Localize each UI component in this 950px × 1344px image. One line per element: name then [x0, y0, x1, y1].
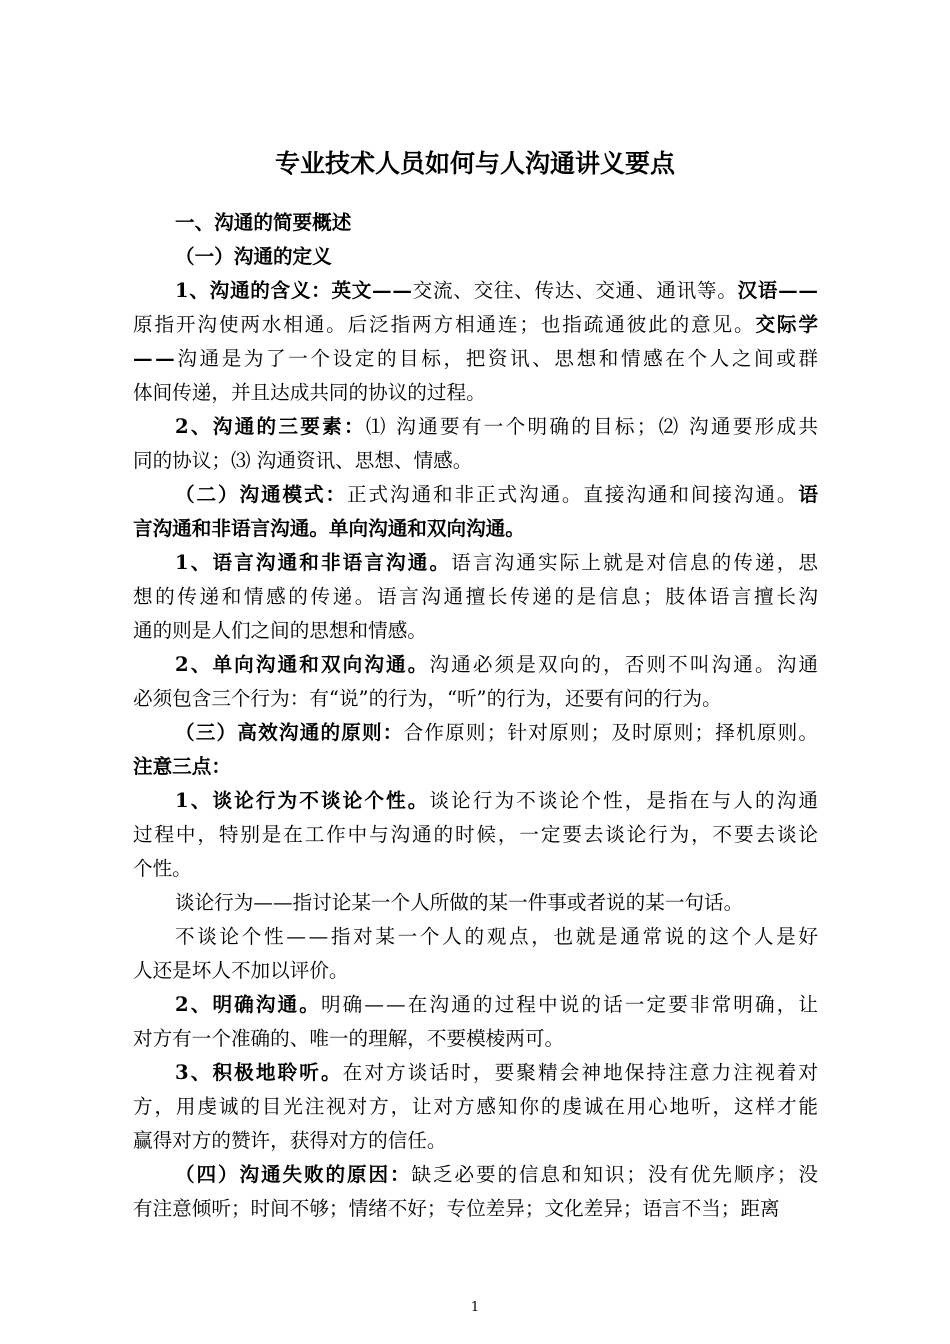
text-line: [0, 750, 950, 784]
body-text: 沟通是为了一个设定的目标，把资讯、思想和情感在个人之间或群: [177, 347, 821, 370]
text-line: [0, 444, 950, 478]
bold-text: 2、明确沟通。: [175, 993, 321, 1016]
text-line: [0, 1090, 950, 1124]
body-text: 通的则是人们之间的思想和情感。: [133, 619, 427, 642]
body-text: 合作原则；针对原则；及时原则；择机原则。: [403, 721, 820, 744]
text-line: [0, 648, 950, 682]
text-line: [0, 580, 950, 614]
bold-text: （一）沟通的定义: [175, 245, 332, 268]
text-line: [0, 240, 950, 274]
text-line: [0, 274, 950, 308]
text-line: [0, 308, 950, 342]
bold-text: 1、谈论行为不谈论个性。: [175, 789, 430, 812]
text-line: [0, 1192, 950, 1226]
body-text: 沟通必须是双向的，否则不叫沟通。沟通: [429, 653, 821, 676]
body-text: 同的协议；⑶ 沟通资讯、思想、情感。: [133, 449, 473, 472]
document-title: 专业技术人员如何与人沟通讲义要点: [274, 149, 675, 178]
body-text: 体间传递，并且达成共同的协议的过程。: [133, 381, 486, 404]
body-text: 明确——在沟通的过程中说的话一定要非常明确，让: [320, 993, 821, 1016]
page-number: 1: [470, 1300, 480, 1315]
text-line: [0, 478, 950, 512]
text-line: [0, 818, 950, 852]
text-line: [0, 1022, 950, 1056]
text-line: [0, 886, 950, 920]
bold-text: 1、语言沟通和非语言沟通。: [175, 551, 452, 574]
text-line: [0, 546, 950, 580]
bold-text: ——: [133, 347, 178, 370]
body-text: 语言沟通实际上就是对信息的传递，思: [451, 551, 821, 574]
body-text: 对方有一个准确的、唯一的理解，不要模棱两可。: [133, 1027, 565, 1050]
bold-text: 交际学: [755, 313, 820, 336]
body-text: ⑴ 沟通要有一个明确的目标；⑵ 沟通要形成共: [365, 415, 821, 438]
body-text: 有注意倾听；时间不够；情绪不好；专位差异；文化差异；语言不当；距离: [133, 1197, 780, 1220]
body-text: 方，用虔诚的目光注视对方，让对方感知你的虔诚在用心地听，这样才能: [133, 1095, 820, 1118]
text-line: [0, 1124, 950, 1158]
bold-text: 注意三点：: [133, 755, 231, 778]
text-line: [0, 206, 950, 240]
body-text: 赢得对方的赞许，获得对方的信任。: [133, 1129, 447, 1152]
bold-text: 言沟通和非语言沟通。单向沟通和双向沟通。: [133, 517, 525, 540]
bold-text: （四）沟通失败的原因：: [175, 1163, 412, 1186]
body-text: 原指开沟使两水相通。后泛指两方相通连；也指疏通彼此的意见。: [133, 313, 756, 336]
body-text: 人还是坏人不加以评价。: [133, 959, 349, 982]
body-text: 想的传递和情感的传递。语言沟通擅长传递的是信息；肢体语言擅长沟: [133, 585, 821, 608]
body-text: 在对方谈话时，要聚精会神地保持注意力注视着对: [342, 1061, 821, 1084]
text-line: [0, 988, 950, 1022]
text-line: [0, 716, 950, 750]
body-text: 不谈论个性——指对某一个人的观点，也就是通常说的这个人是好: [175, 925, 821, 948]
text-line: [0, 342, 950, 376]
bold-text: （三）高效沟通的原则：: [175, 721, 404, 744]
bold-text: 2、单向沟通和双向沟通。: [175, 653, 430, 676]
body-text: 必须包含三个行为：有“说”的行为，“听”的行为，还要有问的行为。: [133, 687, 722, 710]
text-line: [0, 784, 950, 818]
text-line: [0, 410, 950, 444]
text-line: [0, 614, 950, 648]
bold-text: 一、沟通的简要概述: [175, 211, 352, 234]
body-text: 谈论行为不谈论个性，是指在与人的沟通: [429, 789, 821, 812]
text-line: [0, 920, 950, 954]
bold-text: 语: [798, 483, 820, 506]
text-line: [0, 954, 950, 988]
bold-text: 汉语——: [737, 279, 819, 302]
text-line: [0, 376, 950, 410]
text-line: [0, 1056, 950, 1090]
text-line: [0, 852, 950, 886]
bold-text: 3、积极地聆听。: [175, 1061, 343, 1084]
body-text: 交流、交往、传达、交通、通讯等。: [412, 279, 738, 302]
text-line: [0, 512, 950, 546]
text-line: [0, 682, 950, 716]
bold-text: 1、沟通的含义：英文——: [175, 279, 413, 302]
body-text: 缺乏必要的信息和知识；没有优先顺序；没: [411, 1163, 820, 1186]
body-text: 谈论行为——指讨论某一个人所做的某一件事或者说的某一句话。: [175, 891, 744, 914]
bold-text: 2、沟通的三要素：: [175, 415, 366, 438]
body-text: 过程中，特别是在工作中与沟通的时候，一定要去谈论行为，不要去谈论: [133, 823, 820, 846]
text-line: [0, 1158, 950, 1192]
body-text: 个性。: [133, 857, 192, 880]
body-text: 正式沟通和非正式沟通。直接沟通和间接沟通。: [346, 483, 799, 506]
bold-text: （二）沟通模式：: [175, 483, 347, 506]
